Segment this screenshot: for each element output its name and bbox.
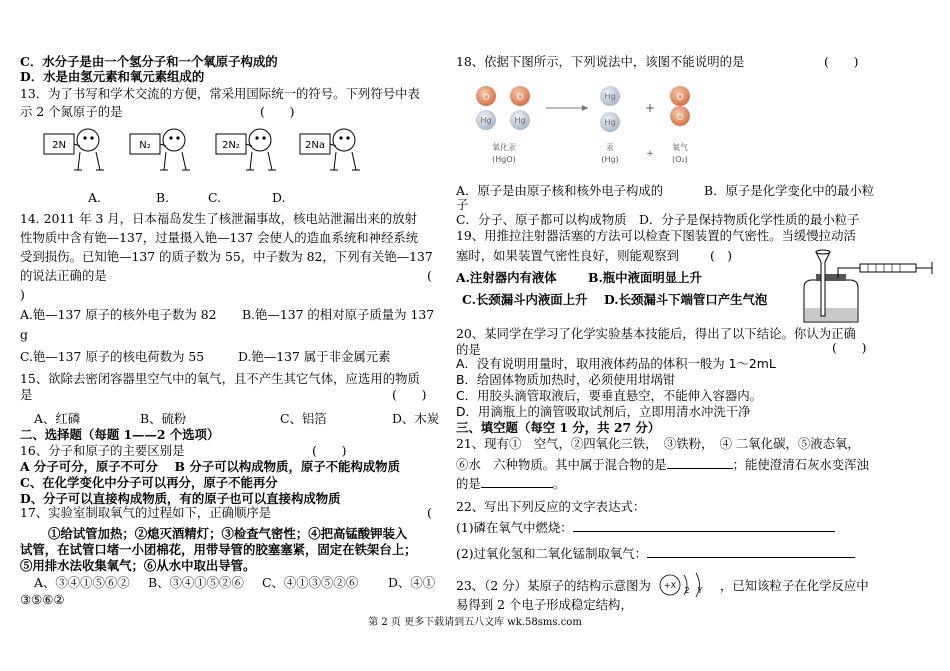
q17-stem-3: 试管，在试管口堵一小团棉花，用带导管的胶塞塞紧，固定在铁架台上； (20, 542, 417, 557)
q18-option-b: B．原子是化学变化中的最小粒 (704, 183, 875, 198)
hgo-formula: (HgO) (492, 155, 516, 164)
q13-card-d-label: 2Na (305, 140, 325, 151)
atom-o-label: O (516, 93, 524, 103)
q21-line-1: 21、现有① 空气，②四氧化三铁， ③铁粉， ④ 二氧化碳，⑤液态氧， (456, 436, 860, 451)
q15-option-b: B、硫粉 (140, 411, 187, 426)
q13-option-d: D. (272, 190, 286, 205)
page-footer: 第 2 页 更多下载请到五八文库 wk.58sms.com (368, 617, 582, 628)
q17-stem-1: 17、实验室制取氧气的过程如下，正确顺序是 (20, 505, 272, 520)
q18-option-a: A．原子是由原子核和核外电子构成的 (456, 183, 664, 198)
atom-shell-2-electrons: Y (697, 586, 703, 595)
q13-stem-2: 示 2 个氮原子的是 (20, 104, 123, 119)
section-3-heading: 三、填空题（每空 1 分，共 27 分） (456, 420, 661, 435)
q18-paren: ( ) (824, 54, 859, 69)
hg-formula: (Hg) (601, 155, 619, 164)
q16-stem: 16、分子和原子的主要区别是 (20, 443, 185, 458)
q20-option-a: A．没有说明用量时，取用液体药品的体积一般为 1～2mL (456, 356, 776, 371)
q21-mixture-blank[interactable] (667, 456, 733, 469)
q23-stem-2: 易得到 2 个电子形成稳定结构， (456, 597, 633, 612)
q20-option-d: D．用滴瓶上的滴管吸取试剂后，立即用清水冲洗干净 (456, 404, 751, 419)
q13-card-a-label: 2N (52, 140, 66, 151)
q23-stem-1a: 23、（2 分）某原子的结构示意图为 (456, 578, 651, 593)
q21-line-3 (456, 475, 565, 491)
right-column (450, 0, 950, 671)
q16-paren: ( ) (312, 443, 347, 458)
hgo-molecule-2 (510, 86, 530, 130)
q14-stem-3: 受到损伤。已知铯—137 的质子数为 55，中子数为 82，下列有关铯—137 (20, 249, 433, 264)
q13-option-b: B. (156, 190, 170, 205)
q17-stem-4: ⑤用排水法收集氧气；⑥从水中取出导管。 (20, 558, 256, 573)
atom-o-label: O (676, 113, 684, 123)
q17-option-a: A、③④①⑤⑥② (34, 575, 130, 590)
q18-option-cd: C．分子、原子都可以构成物质 D．分子是保持物质化学性质的最小粒子 (456, 212, 860, 227)
q14-option-b: B.铯—137 的相对原子质量为 137 (242, 307, 435, 322)
q16-option-d: D、分子可以直接构成物质，有的原子也可以直接构成物质 (20, 491, 341, 506)
q21-line-3-prefix: 的是 (456, 476, 481, 491)
atom-o-label: O (676, 93, 684, 103)
reaction-arrow-icon (546, 105, 588, 111)
o2-name: 氧气 (672, 143, 688, 152)
q16-option-ab: A 分子可分，原子不可分 B 分子可以构成物质，原子不能构成物质 (20, 459, 400, 474)
q19-stem-2: 塞时，如果装置气密性良好，则能观察到 (456, 248, 680, 263)
q14-option-b-unit: g (20, 327, 28, 342)
q22-item-2-blank[interactable] (647, 545, 855, 558)
q19-paren: ( ) (710, 248, 733, 263)
q15-stem-1: 15、欲除去密闭容器里空气中的氧气，且不产生其它气体，应选用的物质 (20, 371, 420, 386)
q18-figure (474, 82, 736, 170)
q21-line-2 (456, 456, 869, 472)
q14-option-c: C.铯—137 原子的核电荷数为 55 (20, 349, 205, 364)
atom-shell-1-electrons: 2 (684, 586, 690, 595)
q12-option-c: C．水分子是由一个氢分子和一个氧原子构成的 (20, 54, 278, 69)
q15-option-d: D、木炭 (392, 411, 440, 426)
q15-option-c: C、铝箔 (280, 411, 327, 426)
plus-sign-2: + (646, 149, 654, 159)
q15-stem-2: 是 (20, 387, 33, 402)
q14-stem-1: 14. 2011 年 3 月，日本福岛发生了核泄漏事故，核电站泄漏出来的放射 (20, 211, 418, 226)
q19-apparatus (790, 248, 940, 326)
atom-hg-label: Hg (604, 118, 616, 127)
hgo-name: 氧化汞 (492, 143, 516, 152)
q19-option-a: A.注射器内有液体 (456, 270, 557, 285)
q13-card-b (130, 129, 190, 170)
q13-option-a: A. (88, 190, 101, 205)
q20-stem-2: 的是 (456, 342, 481, 357)
q21-limewater-blank[interactable] (481, 475, 553, 488)
q14-option-d: D.铯—137 属于非金属元素 (238, 349, 391, 364)
section-2-heading: 二、选择题（每题 1——2 个选项） (20, 427, 220, 442)
q12-option-d: D．水是由氢元素和氧元素组成的 (20, 69, 205, 84)
q18-option-b-cont: 子 (456, 197, 469, 212)
q18-stem: 18、依据下图所示，下列说法中，该图不能说明的是 (456, 54, 745, 69)
q22-item-1-blank[interactable] (573, 519, 835, 532)
q13-paren: ( ) (260, 104, 295, 119)
q22-item-2-label: (2)过氧化氢和二氧化锰制取氧气： (456, 546, 648, 561)
syringe-icon (838, 262, 932, 278)
q21-mixture-prompt: ⑥水 六种物质。其中属于混合物的是 (456, 457, 667, 472)
q13-card-c (216, 129, 276, 170)
q17-option-c: C、④①③⑤②⑥ (262, 575, 359, 590)
o2-formula: (O₂) (672, 155, 688, 164)
q19-option-d: D.长颈漏斗下端管口产生气泡 (604, 292, 768, 307)
q19-stem-1: 19、用推拉注射器活塞的方法可以检查下图装置的气密性。当缓慢拉动活 (456, 228, 856, 243)
q22-stem: 22、写出下列反应的文字表达式： (456, 499, 646, 514)
atom-hg-label: Hg (514, 116, 526, 125)
q20-option-c: C．用胶头滴管取液后，要垂直悬空，不能伸入容器内。 (456, 388, 763, 403)
q13-stem-1: 13．为了书写和学术交流的方便，常采用国际统一的符号。下列符号中表 (20, 86, 420, 101)
hg-name: 汞 (606, 143, 614, 152)
q15-paren: ( ) (392, 387, 427, 402)
q22-item-2 (456, 545, 855, 561)
o2-molecule (670, 86, 690, 126)
hg-atoms (600, 86, 620, 132)
atom-nucleus-label: +X (663, 581, 677, 590)
q19-option-c: C.长颈漏斗内液面上升 (462, 292, 588, 307)
q21-line-3-end: 。 (552, 476, 566, 491)
hgo-molecule-1 (476, 86, 496, 130)
q20-stem-1: 20、某同学在学习了化学实验基本技能后，得出了以下结论。你认为正确 (456, 326, 856, 341)
q13-figure (40, 126, 420, 178)
q21-limewater-prompt: ；能使澄清石灰水变浑浊 (732, 457, 869, 472)
q20-paren: ( ) (832, 340, 867, 355)
bottle-icon (804, 274, 858, 322)
left-column (0, 0, 450, 671)
atom-o-label: O (482, 93, 490, 103)
q13-card-c-label: 2N₂ (222, 140, 240, 151)
q17-option-d-cont: ③⑤⑥② (20, 592, 65, 607)
atom-hg-label: Hg (604, 92, 616, 101)
q14-paren-close: ) (20, 287, 25, 302)
q17-stem-2: ①给试管加热；②熄灭酒精灯；③检查气密性；④把高锰酸钾装入 (48, 526, 408, 541)
q13-card-a (44, 129, 104, 170)
q15-option-a: A、红磷 (34, 411, 81, 426)
q14-stem-2: 性物质中含有铯—137，过量摄入铯—137 会使人的造血系统和神经系统 (20, 230, 419, 245)
q22-item-1-label: (1)磷在氧气中燃烧： (456, 520, 573, 535)
q13-card-d (300, 129, 360, 170)
plus-sign: + (644, 101, 656, 115)
q17-option-b: B、③④①⑤②⑥ (148, 575, 244, 590)
q13-option-c: C. (208, 190, 221, 205)
atom-hg-label: Hg (480, 116, 492, 125)
q17-paren: ( (427, 505, 432, 520)
q14-stem-4: 的说法正确的是 (20, 268, 107, 283)
q22-item-1 (456, 519, 835, 535)
q20-option-b: B．给固体物质加热时，必须使用坩埚钳 (456, 372, 676, 387)
q13-card-b-label: N₂ (139, 140, 151, 151)
q19-option-b: B.瓶中液面明显上升 (588, 270, 702, 285)
q23-stem-1b: ，已知该粒子在化学反应中 (720, 578, 869, 593)
q14-paren-open: ( (427, 268, 432, 283)
q16-option-c: C、在化学变化中分子可以再分，原子不能再分 (20, 475, 278, 490)
q23-atom-diagram (656, 571, 716, 601)
q17-option-d: D、④① (388, 575, 436, 590)
q14-option-a: A.铯—137 原子的核外电子数为 82 (20, 307, 217, 322)
